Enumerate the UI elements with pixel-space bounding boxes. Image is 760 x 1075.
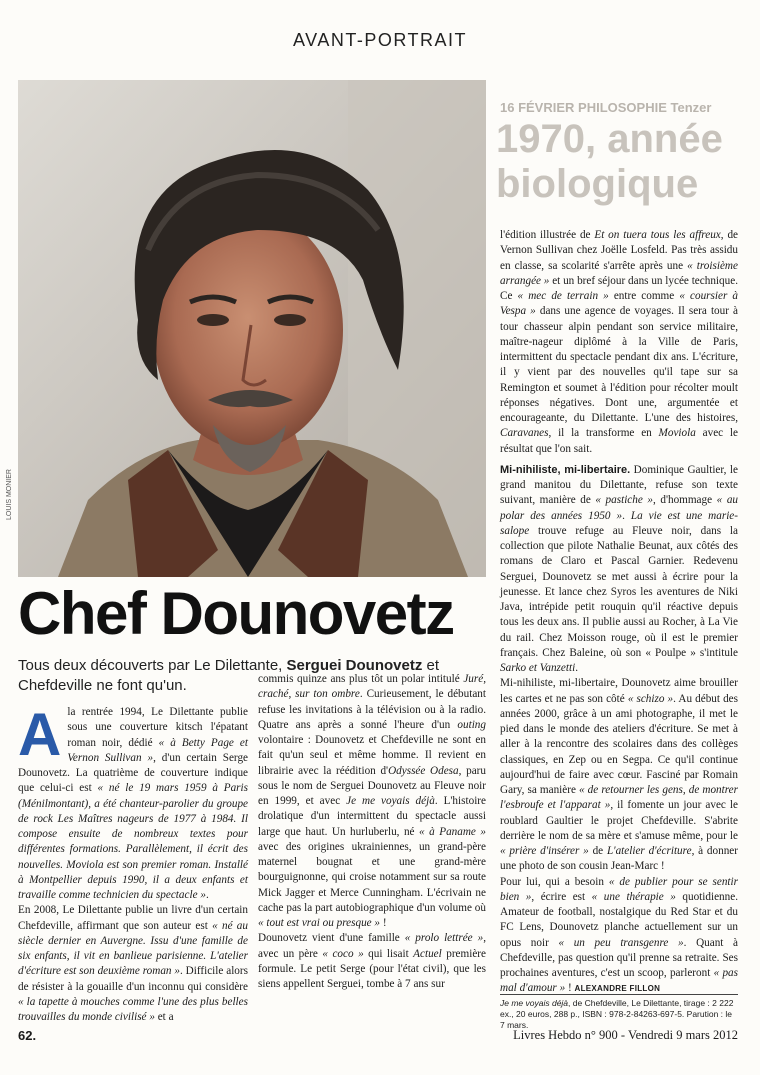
author-signature: ALEXANDRE FILLON <box>574 984 661 994</box>
article-title: Chef Dounovetz <box>18 580 454 647</box>
paragraph: commis quinze ans plus tôt un polar intitulé Juré, craché, sur ton ombre. Curieusement, le débutant refuse les invitations à la télévision ou à la radio. Quatre ans après a sonné l'heure d'un outing volontaire : Dounovetz et Chefdeville ne sont en fait qu'un seul et même homme. Il revient en librairie avec la réédition d'Odyssée Odesa, paru sous le nom de Serguei Dounovetz au Fleuve noir en 1999, et avec Je me voyais déjà. L'histoire drolatique d'un intermittent du spectacle aussi large que haut. Un hurluberlu, né « à Paname » avec des origines ukrainiennes, un grand-père maternel bougnat et une grand-mère bourguignonne, qui croise notamment sur sa route Mick Jagger et Merce Cunningham. L'écrivain ne cache pas la part autobiographique d'un volume où « tout est vrai ou presque » ! <box>258 673 486 929</box>
section-kicker: AVANT-PORTRAIT <box>292 30 468 50</box>
paragraph: Mi-nihiliste, mi-libertaire. Dominique Gaultier, le grand manitou du Dilettante, refuse son texte suivant, manière de « pastiche », d'hommage « au polar des années 1950 ». La vie est une marie-salope trouve refuge au Fleuve noir, dans la collection que pilote Nathalie Beunat, aux côtés des romans de Claro et Pascal Garnier. Redevenu Serguei, Dounovetz se met aussi à écrire pour la jeunesse. Et lance chez Syros les aventures de Niki Java, intrépide petit rouquin qu'il réactive depuis tous les deux ans. Il publie aussi au Rocher, à La Vie du rail. Chez Moisson rouge, où il est le premier français. Chez Baleine, où son « Poulpe » s'intitule Sarko et Vanzetti. <box>500 463 739 674</box>
page-number: 62. <box>18 1028 37 1043</box>
portrait-photo <box>18 80 486 577</box>
portrait-illustration <box>18 80 486 577</box>
book-title: Je me voyais déjà <box>500 998 569 1008</box>
article-column-2 <box>258 672 486 992</box>
article-column-1 <box>18 701 249 1025</box>
deck-author-name: Serguei Dounovetz <box>286 657 423 674</box>
paragraph: Ala rentrée 1994, Le Dilettante publie sous une couverture kitsch l'épatant roman noir, dédié « à Betty Page et Vernon Sullivan », d'un certain Serge Dounovetz. La quatrième de couverture indique que celui-ci est « né le 19 mars 1959 à Paris (Ménilmontant), a été chanteur-parolier du groupe de rock Les Maîtres nageurs de 1977 à 1984. Il compose ensuite de nombreux textes pour différentes formations. Parallèlement, il écrit des nouvelles. Moviola est son premier roman. Installé à Montpellier depuis 1990, il a deux enfants et travaille comme technicien du spectacle ». <box>18 701 249 901</box>
bleed-line-2: 1970, année biologique <box>496 117 723 206</box>
drop-cap: A <box>18 701 62 768</box>
subheading: Mi-nihiliste, mi-libertaire. <box>500 463 631 476</box>
article-column-3 <box>500 228 738 997</box>
publication-info: Livres Hebdo n° 900 - Vendredi 9 mars 2012 <box>513 1028 738 1042</box>
paragraph: En 2008, Le Dilettante publie un livre d'un certain Chefdeville, affirmant que son auteur est « né au siècle dernier en Auvergne. Issu d'une famille de six enfants, il vit en banlieue parisienne. L'atelier d'écriture est son deuxième roman ». Difficile alors de résister à la gouaille d'un inconnu qui considère « la tapette à mouches comme l'une des plus belles trouvailles du monde civilisé » et a <box>18 904 248 1023</box>
bleed-line-1: 16 FÉVRIER PHILOSOPHIE Tenzer <box>500 100 712 115</box>
note-divider <box>500 994 738 995</box>
deck-text-2: et Chefdeville ne font qu'un. <box>18 657 440 694</box>
paragraph: Mi-nihiliste, mi-libertaire, Dounovetz aime brouiller les cartes et ne pas son côté « schizo ». Au début des années 2000, grâce à un ami photographe, il met le pied dans le monde des ateliers d'écriture. Se met à aller à la rencontre des scolaires dans des collèges classiques, en Zep ou en Segpa. Ce qu'il continue aujourd'hui de faire avec cœur. Fasciné par Romain Gary, sa manière « de retourner les gens, de montrer l'esbroufe et l'apparat », il fomente un jour avec le roublard Gaultier le projet Chefdeville. S'abrite derrière le nom de sa mère et s'amuse même, pour le « prière d'insérer » de L'atelier d'écriture, à donner une photo de son cousin Jean-Marc ! <box>500 677 739 873</box>
deck-text-1: Tous deux découverts par Le Dilettante, <box>18 657 287 674</box>
book-details: , de Chefdeville, Le Dilettante, tirage : 2 222 ex., 20 euros, 288 p., ISBN : 978-2-84263-697-5. Parution : le 7 mars. <box>500 998 734 1030</box>
paragraph: Pour lui, qui a besoin « de publier pour se sentir bien », écrire est « une thérapie » quotidienne. Amateur de football, nostalgique du Red Star et du FC Lens, Dounovetz planche actuellement sur un opus noir « un peu transgenre ». Quant à Chefdeville, pas question qu'il prenne sa retraite. Ses prochaines aventures, c'est un scoop, parleront « pas mal d'amour » ! ALEXANDRE FILLON <box>500 875 739 995</box>
book-note <box>500 998 738 1031</box>
paragraph: l'édition illustrée de Et on tuera tous les affreux, de Vernon Sullivan chez Joëlle Losfeld. Pas très assidu en classe, sa scolarité s'arrête après une « troisième arrangée » et un bref séjour dans un lycée technique. Ce « mec de terrain » entre comme « coursier à Vespa » dans une agence de voyages. Il sera tour à tour chasseur alpin pendant son service militaire, maître-nageur diplômé à la Ville de Paris, intermittent du spectacle pendant dix ans. L'écriture, il y vient par des nouvelles qu'il tape sur sa Remington et soumet à l'édition pour récolter moult réponses négatives. Dont une, argumentée et encourageante, du Dilettante. L'une des histoires, Caravanes, il la transforme en Moviola avec le résultat que l'on sait. <box>500 229 738 455</box>
paragraph: Dounovetz vient d'une famille « prolo lettrée », avec un père « coco » qui lisait Actuel première formule. Le petit Serge (pour l'état civil), que les siens appellent Serguei, tombe à 7 ans sur <box>258 932 486 990</box>
photo-credit: LOUIS MONIER <box>6 469 13 520</box>
bleed-through-text <box>488 90 738 235</box>
